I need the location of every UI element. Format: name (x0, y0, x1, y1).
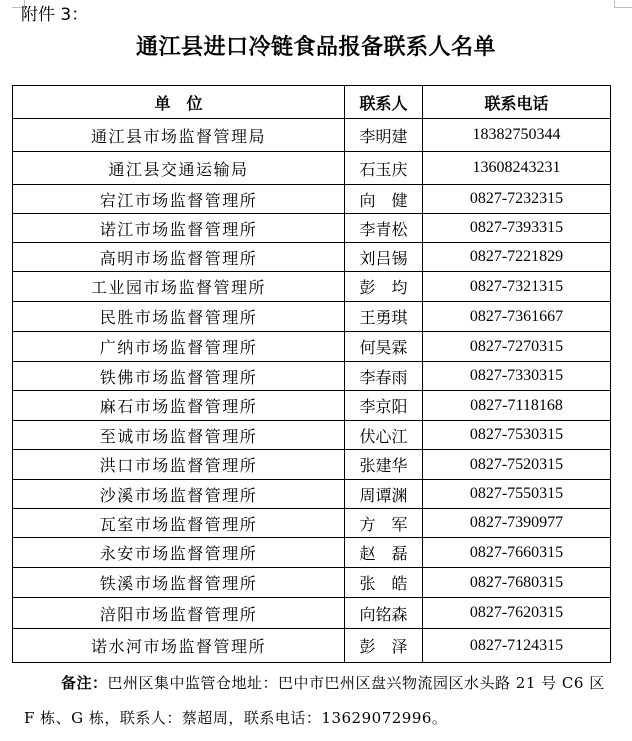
table-row (13, 119, 611, 152)
page-crop-mark-top-right (614, 0, 632, 8)
phone-cell: 18382750344 (423, 119, 611, 152)
attachment-label: 附件 3： (21, 5, 89, 25)
phone-cell: 0827-7620315 (423, 598, 611, 629)
unit-cell: 瓦室市场监督管理所 (13, 509, 345, 538)
contact-cell: 李春雨 (345, 362, 423, 391)
unit-cell: 工业园市场监督管理所 (13, 272, 345, 302)
phone-cell: 0827-7520315 (423, 450, 611, 480)
table-row (13, 480, 611, 509)
phone-cell: 0827-7330315 (423, 362, 611, 391)
phone-cell: 0827-7124315 (423, 629, 611, 663)
unit-cell: 涪阳市场监督管理所 (13, 598, 345, 629)
contact-cell: 向 健 (345, 185, 423, 214)
phone-cell: 0827-7393315 (423, 214, 611, 243)
phone-cell: 0827-7118168 (423, 391, 611, 421)
phone-cell: 0827-7550315 (423, 480, 611, 509)
unit-cell: 民胜市场监督管理所 (13, 302, 345, 332)
unit-cell: 至诚市场监督管理所 (13, 421, 345, 450)
unit-cell: 宕江市场监督管理所 (13, 185, 345, 214)
contact-cell: 彭 泽 (345, 629, 423, 663)
contact-cell: 李青松 (345, 214, 423, 243)
contact-cell: 赵 磊 (345, 538, 423, 568)
phone-cell: 0827-7232315 (423, 185, 611, 214)
table-row (13, 391, 611, 421)
unit-cell: 铁溪市场监督管理所 (13, 568, 345, 598)
unit-cell: 诺水河市场监督管理所 (13, 629, 345, 663)
table-row (13, 272, 611, 302)
unit-cell: 广纳市场监督管理所 (13, 332, 345, 362)
table-row (13, 421, 611, 450)
table-row (13, 450, 611, 480)
contact-cell: 张建华 (345, 450, 423, 480)
table-row (13, 538, 611, 568)
contacts-table (12, 85, 611, 663)
phone-cell: 13608243231 (423, 152, 611, 185)
contact-cell: 伏心江 (345, 421, 423, 450)
contact-cell: 方 军 (345, 509, 423, 538)
contact-cell: 向铭森 (345, 598, 423, 629)
contact-cell: 周谭渊 (345, 480, 423, 509)
contact-cell: 王勇琪 (345, 302, 423, 332)
phone-cell: 0827-7390977 (423, 509, 611, 538)
phone-cell: 0827-7270315 (423, 332, 611, 362)
contact-cell: 石玉庆 (345, 152, 423, 185)
table-row (13, 509, 611, 538)
unit-cell: 永安市场监督管理所 (13, 538, 345, 568)
footnote (24, 666, 616, 736)
phone-cell: 0827-7660315 (423, 538, 611, 568)
table-row (13, 185, 611, 214)
table-row (13, 598, 611, 629)
phone-cell: 0827-7530315 (423, 421, 611, 450)
document-title: 通江县进口冷链食品报备联系人名单 (135, 35, 496, 60)
table-row (13, 332, 611, 362)
table-row (13, 214, 611, 243)
contact-cell: 刘吕锡 (345, 243, 423, 272)
unit-cell: 高明市场监督管理所 (13, 243, 345, 272)
contact-cell: 彭 均 (345, 272, 423, 302)
table-row (13, 629, 611, 663)
table-header-row (13, 86, 611, 119)
footnote-text: 巴州区集中监管仓地址：巴中市巴州区盘兴物流园区水头路 21 号 C6 区 F 栋、G 栋，联系人：蔡超周，联系电话：13629072996。 (24, 674, 605, 727)
contact-cell: 李京阳 (345, 391, 423, 421)
contact-cell: 李明建 (345, 119, 423, 152)
unit-cell: 诺江市场监督管理所 (13, 214, 345, 243)
table-row (13, 302, 611, 332)
contact-cell: 张 皓 (345, 568, 423, 598)
table-row (13, 568, 611, 598)
unit-cell: 铁佛市场监督管理所 (13, 362, 345, 391)
unit-cell: 通江县交通运输局 (13, 152, 345, 185)
header-unit: 单 位 (13, 86, 345, 119)
footnote-label: 备注： (61, 674, 108, 692)
header-contact: 联系人 (345, 86, 423, 119)
unit-cell: 洪口市场监督管理所 (13, 450, 345, 480)
unit-cell: 通江县市场监督管理局 (13, 119, 345, 152)
phone-cell: 0827-7361667 (423, 302, 611, 332)
phone-cell: 0827-7221829 (423, 243, 611, 272)
header-phone: 联系电话 (423, 86, 611, 119)
unit-cell: 沙溪市场监督管理所 (13, 480, 345, 509)
phone-cell: 0827-7680315 (423, 568, 611, 598)
table-row (13, 362, 611, 391)
phone-cell: 0827-7321315 (423, 272, 611, 302)
table-row (13, 152, 611, 185)
contact-cell: 何昊霖 (345, 332, 423, 362)
unit-cell: 麻石市场监督管理所 (13, 391, 345, 421)
table-row (13, 243, 611, 272)
